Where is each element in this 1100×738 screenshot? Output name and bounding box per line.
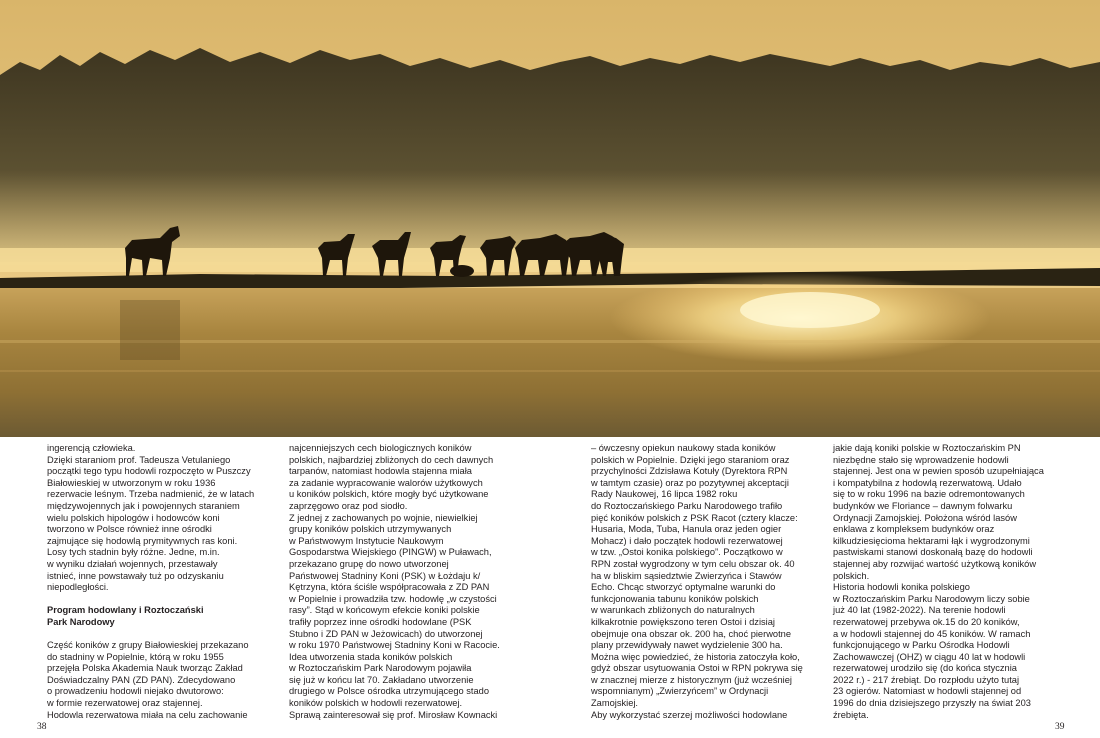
paragraph: jakie dają koniki polskie w Roztoczańskim PN niezbędne stało się wprowadzenie hodowli stajennej. Jest ona w pewien sposób uzupełniająca i kompatybilna z hodowlą rezerwatową. Udało się to w roku 1996 na bazie odremontowanych budynków we Floriance – dawnym folwarku Ordynacji Zamojskiej. Położona wśród lasów enklawa z kompleksem budynków oraz kilkudziesięcioma hektarami łąk i wygrodzonymi pastwiskami stanowi doskonałą bazę do hodowli stajennej aby rozwijać wartość użytkową koników polskich. Historia hodowli konika polskiego w Roztoczańskim Parku Narodowym liczy sobie już 40 lat (1982-2022). Na terenie hodowli rezerwatowej przebywa ok.15 do 20 koników, a w hodowli stajennej do 45 koników. W ramach funkcjonującego w Parku Ośrodka Hodowli Zachowawczej (OHZ) w ciągu 40 lat w hodowli rezerwatowej urodziło się (do końca stycznia 2022 r.) - 217 źrebiąt. Do rozpłodu użyto tutaj 23 ogierów. Natomiast w hodowli stajennej od 1996 do dnia dzisiejszego przyszły na świat 203 źrebięta. bbox=[833, 443, 1044, 720]
text-column-1 bbox=[47, 443, 275, 721]
section-heading: Program hodowlany i Roztoczański Park Narodowy bbox=[47, 605, 204, 627]
paragraph: Część koników z grupy Białowieskiej przekazano do stadniny w Popielnie, którą w roku 1955 przejęła Polska Akademia Nauk tworząc Zakład Doświadczalny PAN (ZD PAN). Zdecydowano o prowadzeniu hodowli niejako dwutorowo: w formie rezerwatowej oraz stajennej. Hodowla rezerwatowa miała na celu zachowanie bbox=[47, 640, 249, 720]
page-number-left: 38 bbox=[37, 722, 47, 732]
text-column-3 bbox=[591, 443, 819, 721]
paragraph: – ówczesny opiekun naukowy stada koników polskich w Popielnie. Dzięki jego staraniom oraz przychylności Zdzisława Kotuły (Dyrektora RPN w tamtym czasie) oraz po pozytywnej akceptacji Rady Naukowej, 16 lipca 1982 roku do Roztoczańskiego Parku Narodowego trafiło pięć koników polskich z PSK Racot (cztery klacze: Husaria, Moda, Tuba, Hanula oraz jeden ogier Mohacz) i dało początek hodowli rezerwatowej w tzw. „Ostoi konika polskiego”. Początkowo w RPN został wygrodzony w tym celu obszar ok. 40 ha w bliskim sąsiedztwie Zwierzyńca i Stawów Echo. Chcąc stworzyć optymalne warunki do funkcjonowania tabunu koników polskich w warunkach zbliżonych do naturalnych kilkakrotnie powiększono teren Ostoi i dzisiaj obejmuje ona obszar ok. 200 ha, choć pierwotne plany przewidywały nawet wydzielenie 300 ha. Można więc powiedzieć, że historia zatoczyła koło, gdyż obszar usytuowania Ostoi w RPN pokrywa się w znacznej mierze z historycznym (już wcześniej wspomnianym) „Zwierzyńcem” w Ordynacji Zamojskiej. Aby wykorzystać szerzej możliwości hodowlane bbox=[591, 443, 803, 720]
text-column-2 bbox=[289, 443, 517, 721]
page-number-right: 39 bbox=[1055, 722, 1065, 732]
paragraph: najcenniejszych cech biologicznych koników polskich, najbardziej zbliżonych do cech dawnych tarpanów, natomiast hodowla stajenna miała za zadanie wypracowanie walorów użytkowych u koników polskich, które mogły być użytkowane zaprzęgowo oraz pod siodło. Z jednej z zachowanych po wojnie, niewielkiej grupy koników polskich utrzymywanych w Państwowym Instytucie Naukowym Gospodarstwa Wiejskiego (PINGW) w Puławach, przekazano grupę do nowo utworzonej Państwowej Stadniny Koni (PSK) w Łożdaju k/ Kętrzyna, która ściśle współpracowała z ZD PAN w Popielnie i prowadziła tzw. hodowlę „w czystości rasy”. Stąd w końcowym efekcie koniki polskie trafiły poprzez inne ośrodki hodowlane (PSK Stubno i ZD PAN w Jeżowicach) do utworzonej w roku 1970 Państwowej Stadniny Koni w Racocie. Idea utworzenia stada koników polskich w Roztoczańskim Park Narodowym pojawiła się już w końcu lat 70. Zakładano utworzenie drugiego w Polsce ośrodka utrzymującego stado koników polskich w hodowli rezerwatowej. Sprawą zainteresował się prof. Mirosław Kownacki bbox=[289, 443, 500, 720]
paragraph: ingerencją człowieka. Dzięki staraniom prof. Tadeusza Vetulaniego początki tego typu hodowli rozpoczęto w Puszczy Białowieskiej w utworzonym w roku 1936 rezerwacie leśnym. Trzeba nadmienić, że w latach międzywojennych jak i powojennych staraniem wielu polskich hipologów i hodowców koni tworzono w Polsce również inne ośrodki zajmujące się hodowlą prymitywnych ras koni. Losy tych stadnin były różne. Jedne, m.in. w wyniku działań wojennych, przestawały istnieć, inne powstawały tuż po odzyskaniu niepodległości. bbox=[47, 443, 255, 593]
text-column-4 bbox=[833, 443, 1061, 721]
